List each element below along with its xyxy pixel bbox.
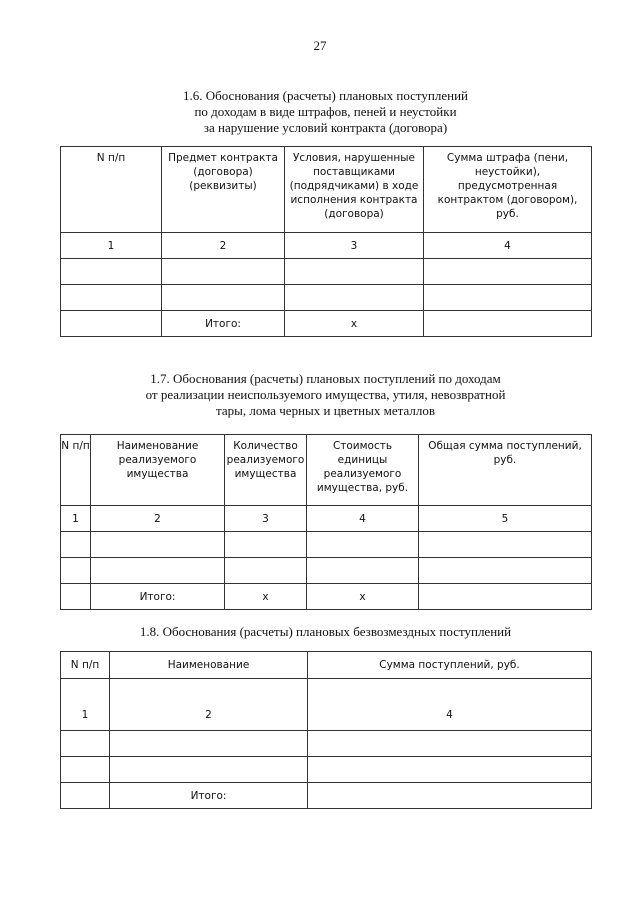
table-header-row — [61, 652, 592, 679]
total-mark: x — [307, 584, 419, 610]
empty-cell[interactable] — [61, 783, 110, 809]
header-cell: Стоимость единицы реализуемого имущества, руб. — [307, 435, 419, 506]
header-cell: Общая сумма поступлений, руб. — [419, 435, 592, 506]
section-1-7-title — [60, 371, 591, 419]
empty-cell[interactable] — [419, 532, 592, 558]
header-cell: N п/п — [61, 652, 110, 679]
header-cell: Условия, нарушенные поставщиками (подрядчиками) в ходе исполнения контракта (договора) — [285, 147, 424, 233]
section-1-6-title — [60, 88, 591, 136]
table-header-row — [61, 147, 592, 233]
total-label: Итого: — [110, 783, 308, 809]
title-line: по доходам в виде штрафов, пеней и неустойки — [194, 104, 457, 119]
empty-cell[interactable] — [225, 558, 307, 584]
total-label: Итого: — [162, 311, 285, 337]
numbering-row — [61, 506, 592, 532]
number-cell: 2 — [110, 679, 308, 731]
empty-cell[interactable] — [308, 757, 592, 783]
title-line: 1.6. Обоснования (расчеты) плановых поступлений — [182, 88, 469, 103]
header-cell: Сумма поступлений, руб. — [308, 652, 592, 679]
table-row — [61, 259, 592, 285]
header-cell: Сумма штрафа (пени, неустойки), предусмотренная контрактом (договором), руб. — [424, 147, 592, 233]
empty-cell[interactable] — [225, 532, 307, 558]
empty-cell[interactable] — [424, 285, 592, 311]
number-cell: 1 — [61, 506, 91, 532]
empty-cell[interactable] — [308, 783, 592, 809]
number-cell: 4 — [307, 506, 419, 532]
empty-cell[interactable] — [61, 311, 162, 337]
number-cell: 2 — [91, 506, 225, 532]
header-cell: Количество реализуемого имущества — [225, 435, 307, 506]
title-line: тары, лома черных и цветных металлов — [216, 403, 435, 418]
empty-cell[interactable] — [61, 285, 162, 311]
header-cell: Наименование реализуемого имущества — [91, 435, 225, 506]
header-cell: N п/п — [61, 147, 162, 233]
total-mark: x — [225, 584, 307, 610]
empty-cell[interactable] — [424, 259, 592, 285]
empty-cell[interactable] — [61, 558, 91, 584]
number-cell: 3 — [225, 506, 307, 532]
table-row — [61, 285, 592, 311]
number-cell: 5 — [419, 506, 592, 532]
number-cell: 3 — [285, 233, 424, 259]
empty-cell[interactable] — [419, 584, 592, 610]
empty-cell[interactable] — [307, 532, 419, 558]
empty-cell[interactable] — [285, 285, 424, 311]
total-row — [61, 783, 592, 809]
empty-cell[interactable] — [61, 757, 110, 783]
empty-cell[interactable] — [110, 757, 308, 783]
header-cell: Наименование — [110, 652, 308, 679]
table-1-8 — [60, 651, 592, 809]
empty-cell[interactable] — [424, 311, 592, 337]
total-row — [61, 311, 592, 337]
number-cell: 2 — [162, 233, 285, 259]
table-row — [61, 757, 592, 783]
empty-cell[interactable] — [61, 532, 91, 558]
empty-cell[interactable] — [61, 584, 91, 610]
table-row — [61, 558, 592, 584]
title-line: 1.8. Обоснования (расчеты) плановых безвозмездных поступлений — [139, 624, 512, 639]
header-cell: Предмет контракта (договора) (реквизиты) — [162, 147, 285, 233]
number-cell: 4 — [308, 679, 592, 731]
empty-cell[interactable] — [162, 259, 285, 285]
empty-cell[interactable] — [91, 532, 225, 558]
header-cell: N п/п — [61, 435, 91, 506]
table-1-7 — [60, 434, 592, 610]
empty-cell[interactable] — [419, 558, 592, 584]
empty-cell[interactable] — [61, 731, 110, 757]
number-cell: 4 — [424, 233, 592, 259]
table-row — [61, 731, 592, 757]
table-row — [61, 532, 592, 558]
total-mark: x — [285, 311, 424, 337]
table-header-row — [61, 435, 592, 506]
empty-cell[interactable] — [61, 259, 162, 285]
number-cell: 1 — [61, 679, 110, 731]
number-cell: 1 — [61, 233, 162, 259]
numbering-row — [61, 233, 592, 259]
title-line: за нарушение условий контракта (договора) — [203, 120, 448, 135]
empty-cell[interactable] — [162, 285, 285, 311]
table-1-6 — [60, 146, 592, 337]
title-line: от реализации неиспользуемого имущества, утиля, невозвратной — [145, 387, 506, 402]
empty-cell[interactable] — [308, 731, 592, 757]
title-line: 1.7. Обоснования (расчеты) плановых поступлений по доходам — [150, 371, 501, 386]
total-row — [61, 584, 592, 610]
total-label: Итого: — [91, 584, 225, 610]
empty-cell[interactable] — [307, 558, 419, 584]
empty-cell[interactable] — [285, 259, 424, 285]
page-number: 27 — [313, 38, 327, 53]
numbering-row — [61, 679, 592, 731]
empty-cell[interactable] — [91, 558, 225, 584]
section-1-8-title — [60, 624, 591, 640]
empty-cell[interactable] — [110, 731, 308, 757]
